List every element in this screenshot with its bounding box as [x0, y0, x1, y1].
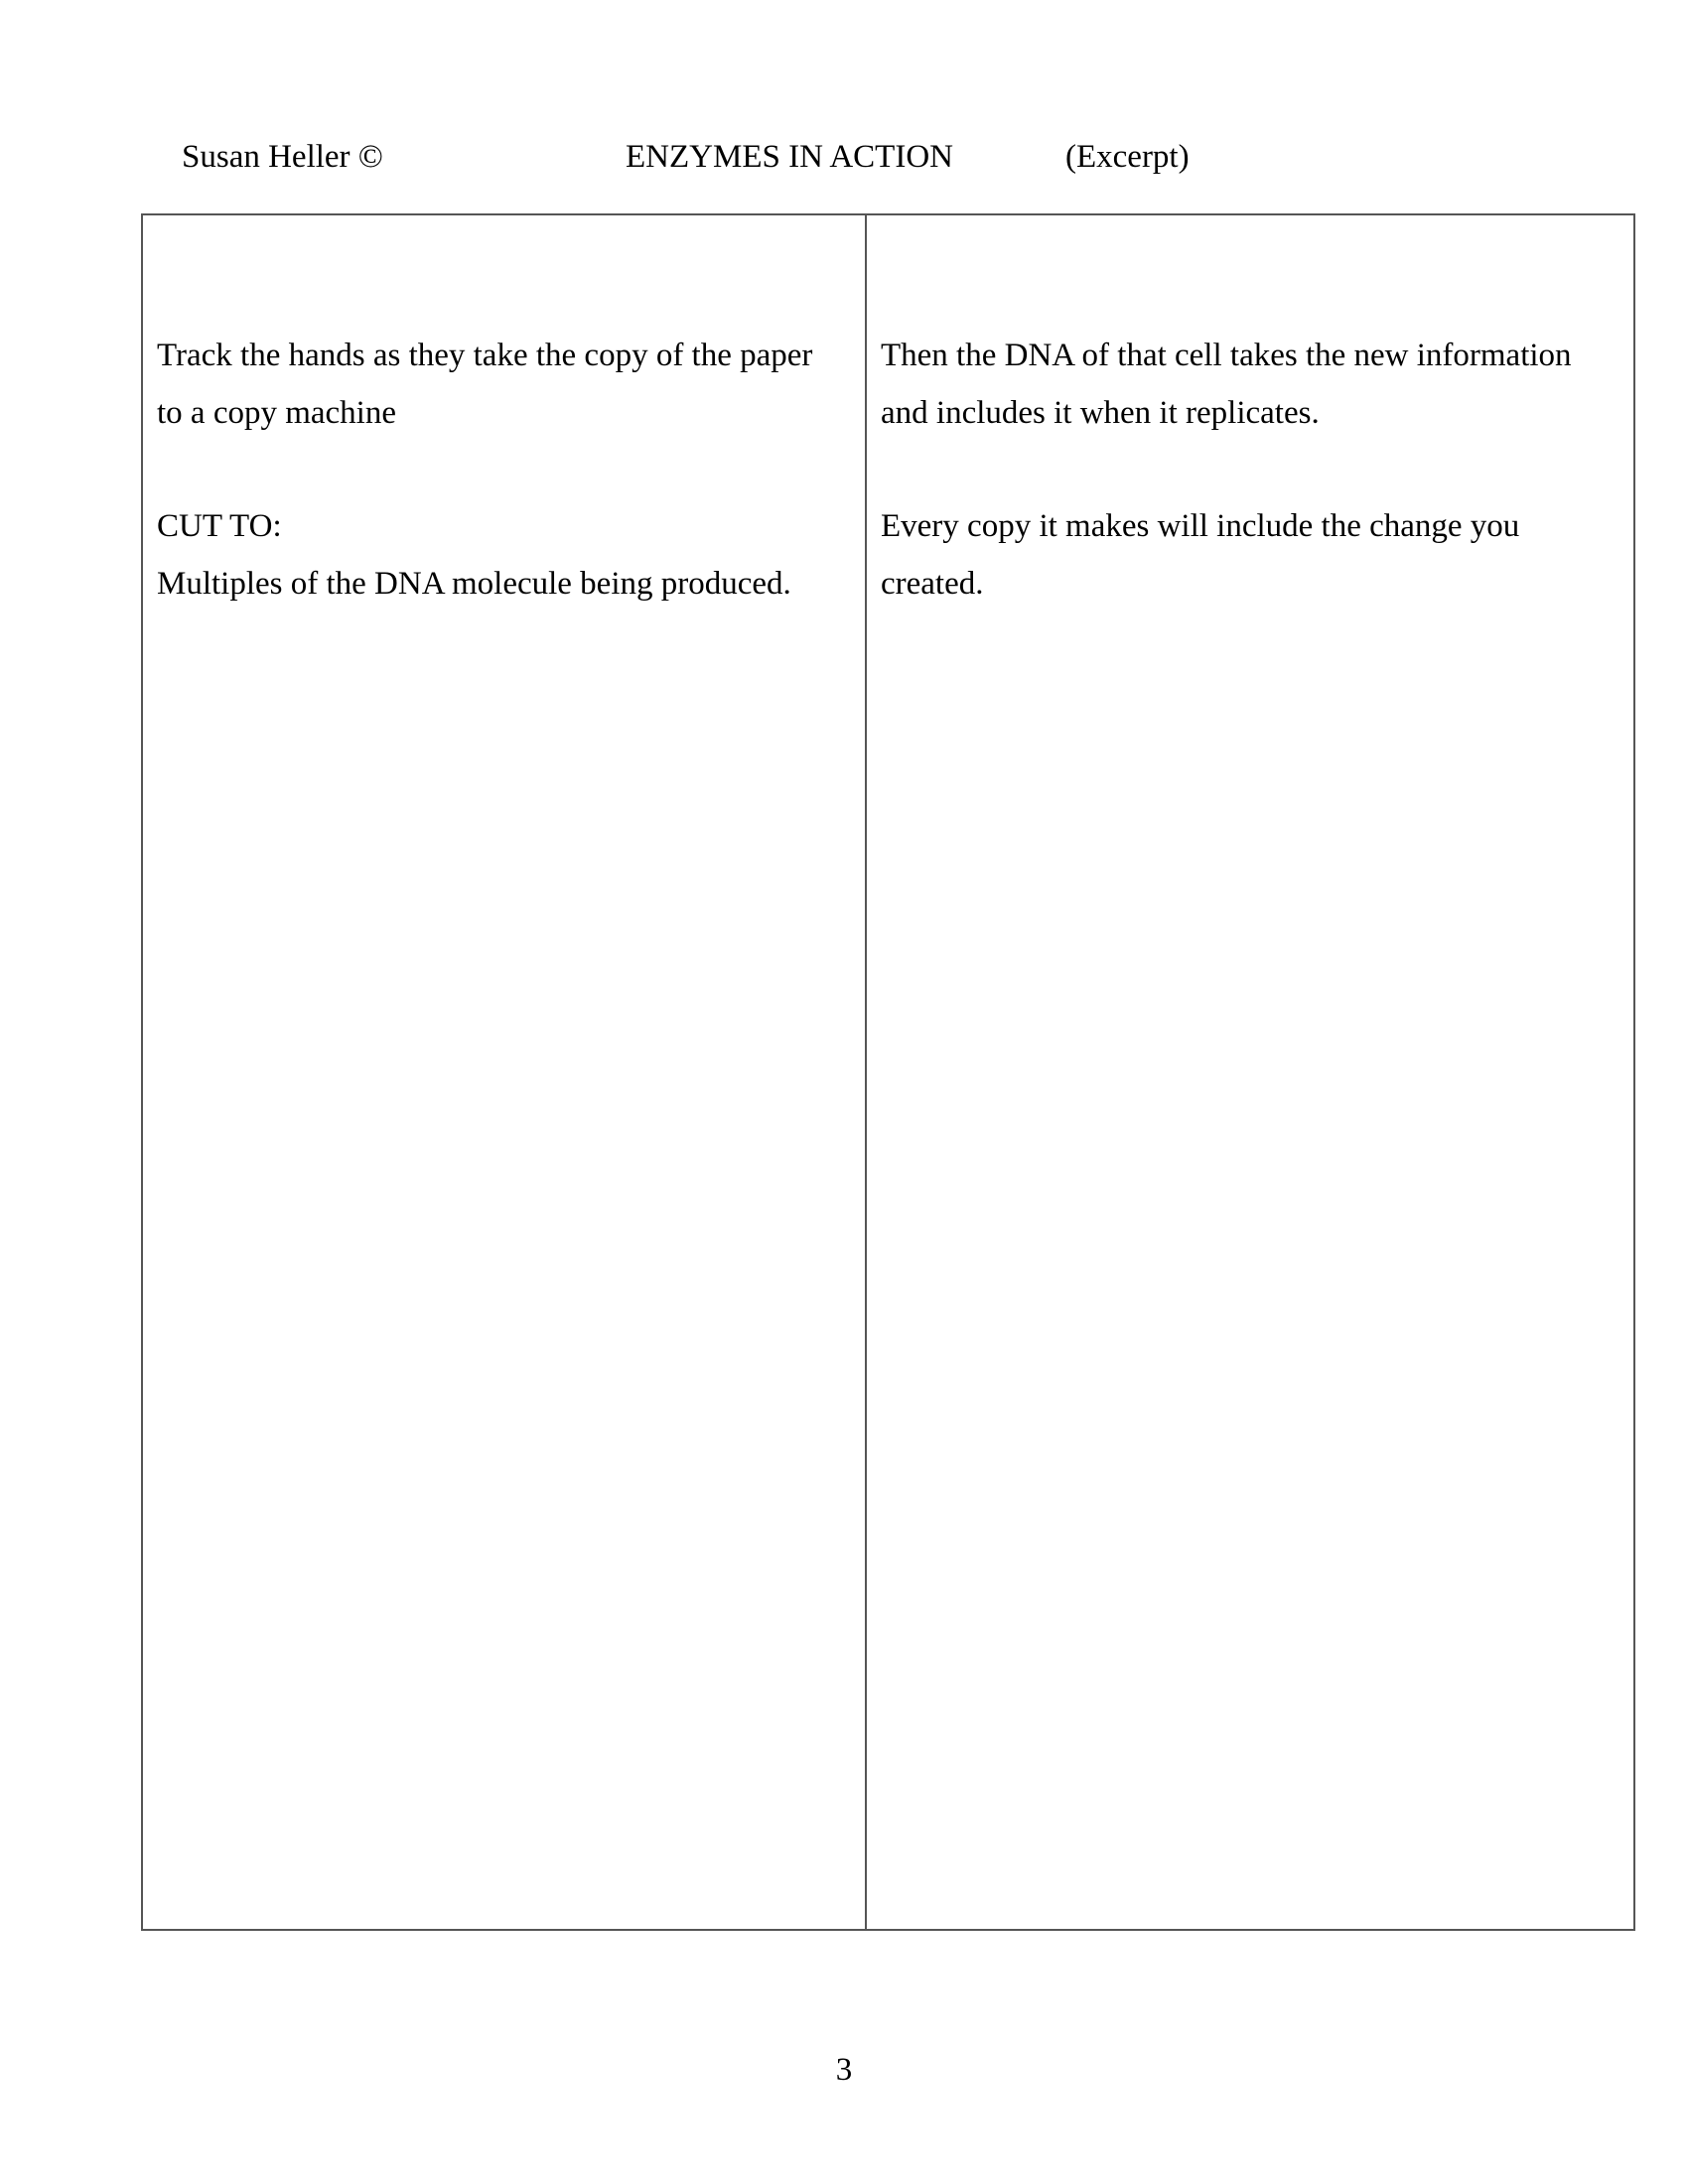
- document-title: ENZYMES IN ACTION: [626, 139, 953, 175]
- page-number: 3: [835, 2052, 853, 2088]
- video-paragraph: [157, 497, 851, 613]
- audio-column: [867, 215, 1633, 1929]
- audio-line: Every copy it makes will include the change you: [881, 508, 1520, 544]
- document-subtitle: (Excerpt): [1065, 139, 1190, 175]
- video-line: Track the hands as they take the copy of the paper: [157, 338, 813, 373]
- page-header: [0, 137, 1688, 177]
- audio-line: created.: [881, 566, 984, 602]
- script-table: [141, 213, 1635, 1931]
- video-paragraph: [157, 327, 851, 442]
- author-copyright: Susan Heller ©: [182, 139, 383, 175]
- video-line: CUT TO:: [157, 508, 282, 544]
- audio-paragraph: [881, 497, 1619, 613]
- audio-line: and includes it when it replicates.: [881, 395, 1320, 431]
- audio-line: Then the DNA of that cell takes the new information: [881, 338, 1572, 373]
- video-line: Multiples of the DNA molecule being produced.: [157, 566, 791, 602]
- video-column: [143, 215, 867, 1929]
- video-line: to a copy machine: [157, 395, 396, 431]
- audio-paragraph: [881, 327, 1619, 442]
